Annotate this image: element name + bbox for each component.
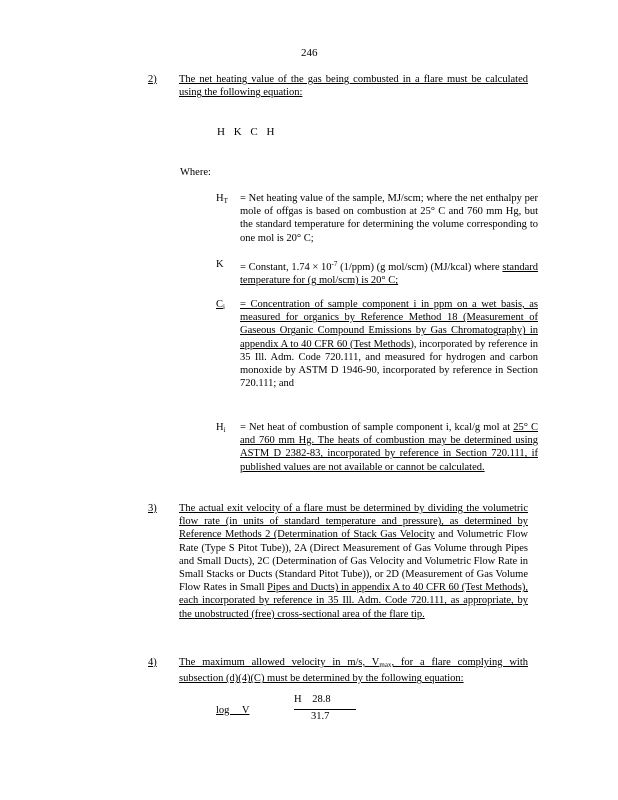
max-velocity-equation: [216, 693, 356, 725]
definition-text: = Concentration of sample component i in ppm on a wet basis, as measured for organics by Reference Method 18 (Measurement of Gaseous Organic Compound Emissions by Gas Chromatography) in appendix A to 40 CFR 60 (Test Methods), incorporated by reference in 35 Ill. Adm. Code 720.111, and measured for hydrogen and carbon monoxide by ASTM D 1946-90, incorporated by reference in Section 720.111; and: [240, 299, 538, 390]
definition-ht: [216, 192, 538, 245]
item-number: 2): [148, 74, 157, 85]
equation-numerator: H 28.8: [294, 694, 331, 705]
definition-text: = Constant, $1.74 \times 10^{-7}$ (1/ppm) (g mol/scm) (MJ/kcal) where standard temperature for (g mol/scm) is 20° C;: [240, 260, 538, 287]
symbol: $C_i$: [216, 299, 225, 311]
equation-denominator: 31.7: [311, 711, 330, 722]
heating-value-equation: H K C H: [217, 126, 275, 138]
definition-hi: [216, 421, 538, 474]
item-4: [148, 656, 528, 685]
symbol: $H_i$: [216, 422, 226, 434]
item-3: [148, 502, 528, 621]
equation-log-term: log V: [216, 705, 250, 716]
where-label: Where:: [180, 167, 211, 178]
item-number: 4): [148, 657, 157, 668]
page-number: 246: [301, 47, 318, 59]
item-text: The maximum allowed velocity in m/s, $V_{max}$, for a flare complying with subsection (d)(4)(C) must be determined by the following equation:: [179, 657, 528, 685]
item-2: [148, 73, 528, 99]
symbol: $H_T$: [216, 193, 228, 205]
item-number: 3): [148, 503, 157, 514]
definition-text: = Net heating value of the sample, MJ/scm; where the net enthalpy per mole of offgas is based on combustion at 25° C and 760 mm Hg, but the standard temperature for determining the volume corresponding to one mol is 20° C;: [240, 193, 538, 244]
definition-k: [216, 258, 538, 287]
definition-ci: [216, 298, 538, 390]
item-text: The net heating value of the gas being combusted in a flare must be calculated using the following equation:: [179, 74, 528, 99]
symbol: K: [216, 259, 224, 270]
item-text: The actual exit velocity of a flare must be determined by dividing the volumetric flow rate (in units of standard temperature and pressure), as determined by Reference Methods 2 (Determination of Stack Gas Velocity and Volumetric Flow Rate (Type S Pitot Tube)), 2A (Direct Measurement of Gas Volume through Pipes and Small Ducts), 2C (Determination of Gas Velocity and Volumetric Flow Rate in Small Stacks or Ducts (Standard Pitot Tube)), or 2D (Measurement of Gas Volume Flow Rates in Small Pipes and Ducts) in appendix A to 40 CFR 60 (Test Methods), each incorporated by reference in 35 Ill. Adm. Code 720.111, as appropriate, by the unobstructed (free) cross-sectional area of the flare tip.: [179, 503, 528, 620]
definition-text: = Net heat of combustion of sample component i, kcal/g mol at 25° C and 760 mm Hg. The heats of combustion may be determined using ASTM D 2382-83, incorporated by reference in Section 720.111, if published values are not available or cannot be calculated.: [240, 422, 539, 473]
